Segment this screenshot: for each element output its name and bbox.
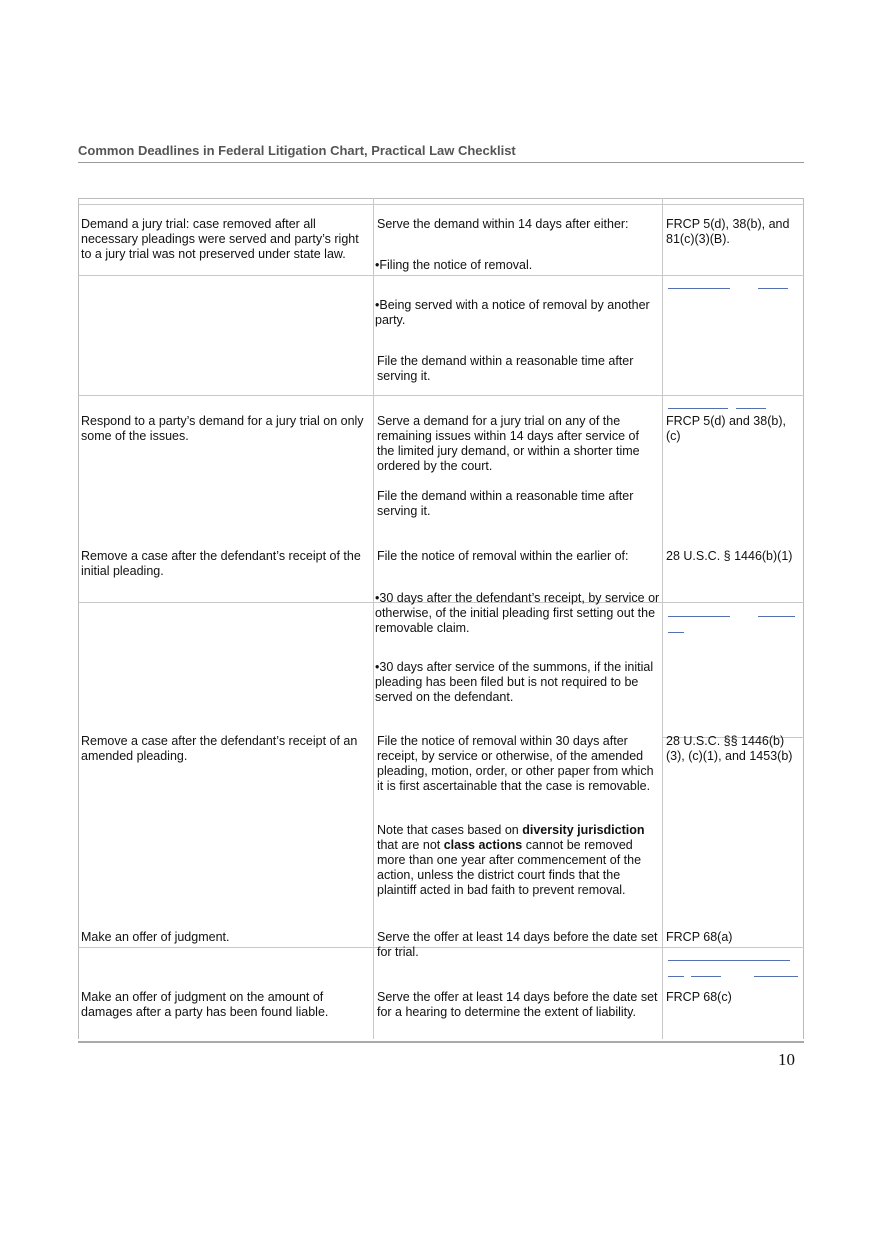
note-text: Note that cases based on	[377, 823, 523, 837]
row-6-deadline: Serve the offer at least 14 days before the date set for a hearing to determine the extent of liability.	[377, 990, 658, 1019]
row-6-action: Make an offer of judgment on the amount of damages after a party has been found liable.	[81, 990, 329, 1019]
citation-link-underline[interactable]	[668, 632, 684, 633]
row-3-action: Remove a case after the defendant’s receipt of the initial pleading.	[81, 549, 361, 578]
row-4-deadline: File the notice of removal within 30 days after receipt, by service or otherwise, of the amended pleading, motion, order, or other paper from which it is first ascertainable that the case is removable.	[377, 734, 654, 793]
row-1-deadline-note: File the demand within a reasonable time after serving it.	[377, 354, 634, 383]
row-5-action: Make an offer of judgment.	[81, 930, 230, 944]
row-4-note	[377, 823, 659, 898]
note-text: that are not	[377, 838, 444, 852]
page-title: Common Deadlines in Federal Litigation Chart, Practical Law Checklist	[78, 143, 516, 158]
row-2-action: Respond to a party’s demand for a jury trial on only some of the issues.	[81, 414, 364, 443]
citation-link-underline[interactable]	[758, 288, 788, 289]
row-1-deadline-intro: Serve the demand within 14 days after either:	[377, 217, 629, 231]
row-3-authority[interactable]: 28 U.S.C. § 1446(b)(1)	[666, 549, 793, 563]
bullet-text: 30 days after service of the summons, if the initial pleading has been filed but is not required to be served on the defendant.	[375, 660, 654, 704]
bullet-icon: •	[375, 591, 380, 605]
diversity-jurisdiction-link[interactable]: diversity jurisdiction	[522, 823, 645, 837]
page-number: 10	[778, 1050, 795, 1069]
bullet-icon: •	[375, 660, 380, 674]
row-1-authority[interactable]: FRCP 5(d), 38(b), and 81(c)(3)(B).	[666, 217, 790, 246]
row-1-action: Demand a jury trial: case removed after all necessary pleadings were served and party’s right to a jury trial was not preserved under state law.	[81, 217, 359, 261]
row-2-deadline: Serve a demand for a jury trial on any of the remaining issues within 14 days after service of the limited jury demand, or within a shorter time ordered by the court.	[377, 414, 640, 473]
row-3-deadline-intro: File the notice of removal within the earlier of:	[377, 549, 629, 563]
row-1-bullet-2	[375, 298, 661, 328]
row-5-authority[interactable]: FRCP 68(a)	[666, 930, 733, 944]
citation-link-underline[interactable]	[668, 408, 728, 409]
citation-link-underline[interactable]	[668, 616, 730, 617]
citation-link-underline[interactable]	[736, 408, 766, 409]
row-4-authority[interactable]: 28 U.S.C. §§ 1446(b)(3), (c)(1), and 1453(b)	[666, 734, 793, 763]
citation-link-underline[interactable]	[668, 288, 730, 289]
citation-link-underline[interactable]	[668, 960, 790, 961]
row-2-deadline-note: File the demand within a reasonable time after serving it.	[377, 489, 634, 518]
row-6-authority[interactable]: FRCP 68(c)	[666, 990, 732, 1004]
row-5-deadline: Serve the offer at least 14 days before the date set for trial.	[377, 930, 658, 959]
bullet-icon: •	[375, 258, 380, 272]
row-3-bullet-1	[375, 591, 661, 636]
row-divider	[78, 204, 804, 205]
citation-link-underline[interactable]	[754, 976, 798, 977]
row-3-bullet-2	[375, 660, 661, 705]
header-divider	[78, 162, 804, 163]
row-1-bullet-1	[375, 258, 660, 273]
citation-link-underline[interactable]	[668, 976, 684, 977]
bullet-text: 30 days after the defendant’s receipt, by service or otherwise, of the initial pleading first setting out the removable claim.	[375, 591, 660, 635]
row-divider	[78, 275, 804, 276]
column-divider	[373, 198, 374, 1039]
bullet-icon: •	[375, 298, 380, 312]
citation-link-underline[interactable]	[691, 976, 721, 977]
bullet-text: Being served with a notice of removal by another party.	[375, 298, 650, 327]
column-divider	[662, 198, 663, 1039]
note-text: cannot be removed more than one year after commencement of the action, unless the district court finds that the plaintiff acted in bad faith to prevent removal.	[377, 838, 642, 897]
table-bottom-rule	[78, 1041, 804, 1043]
bullet-text: Filing the notice of removal.	[379, 258, 533, 272]
row-4-action: Remove a case after the defendant’s receipt of an amended pleading.	[81, 734, 358, 763]
class-actions-link[interactable]: class actions	[443, 838, 523, 852]
row-divider	[78, 395, 804, 396]
row-2-authority[interactable]: FRCP 5(d) and 38(b), (c)	[666, 414, 786, 443]
citation-link-underline[interactable]	[758, 616, 795, 617]
